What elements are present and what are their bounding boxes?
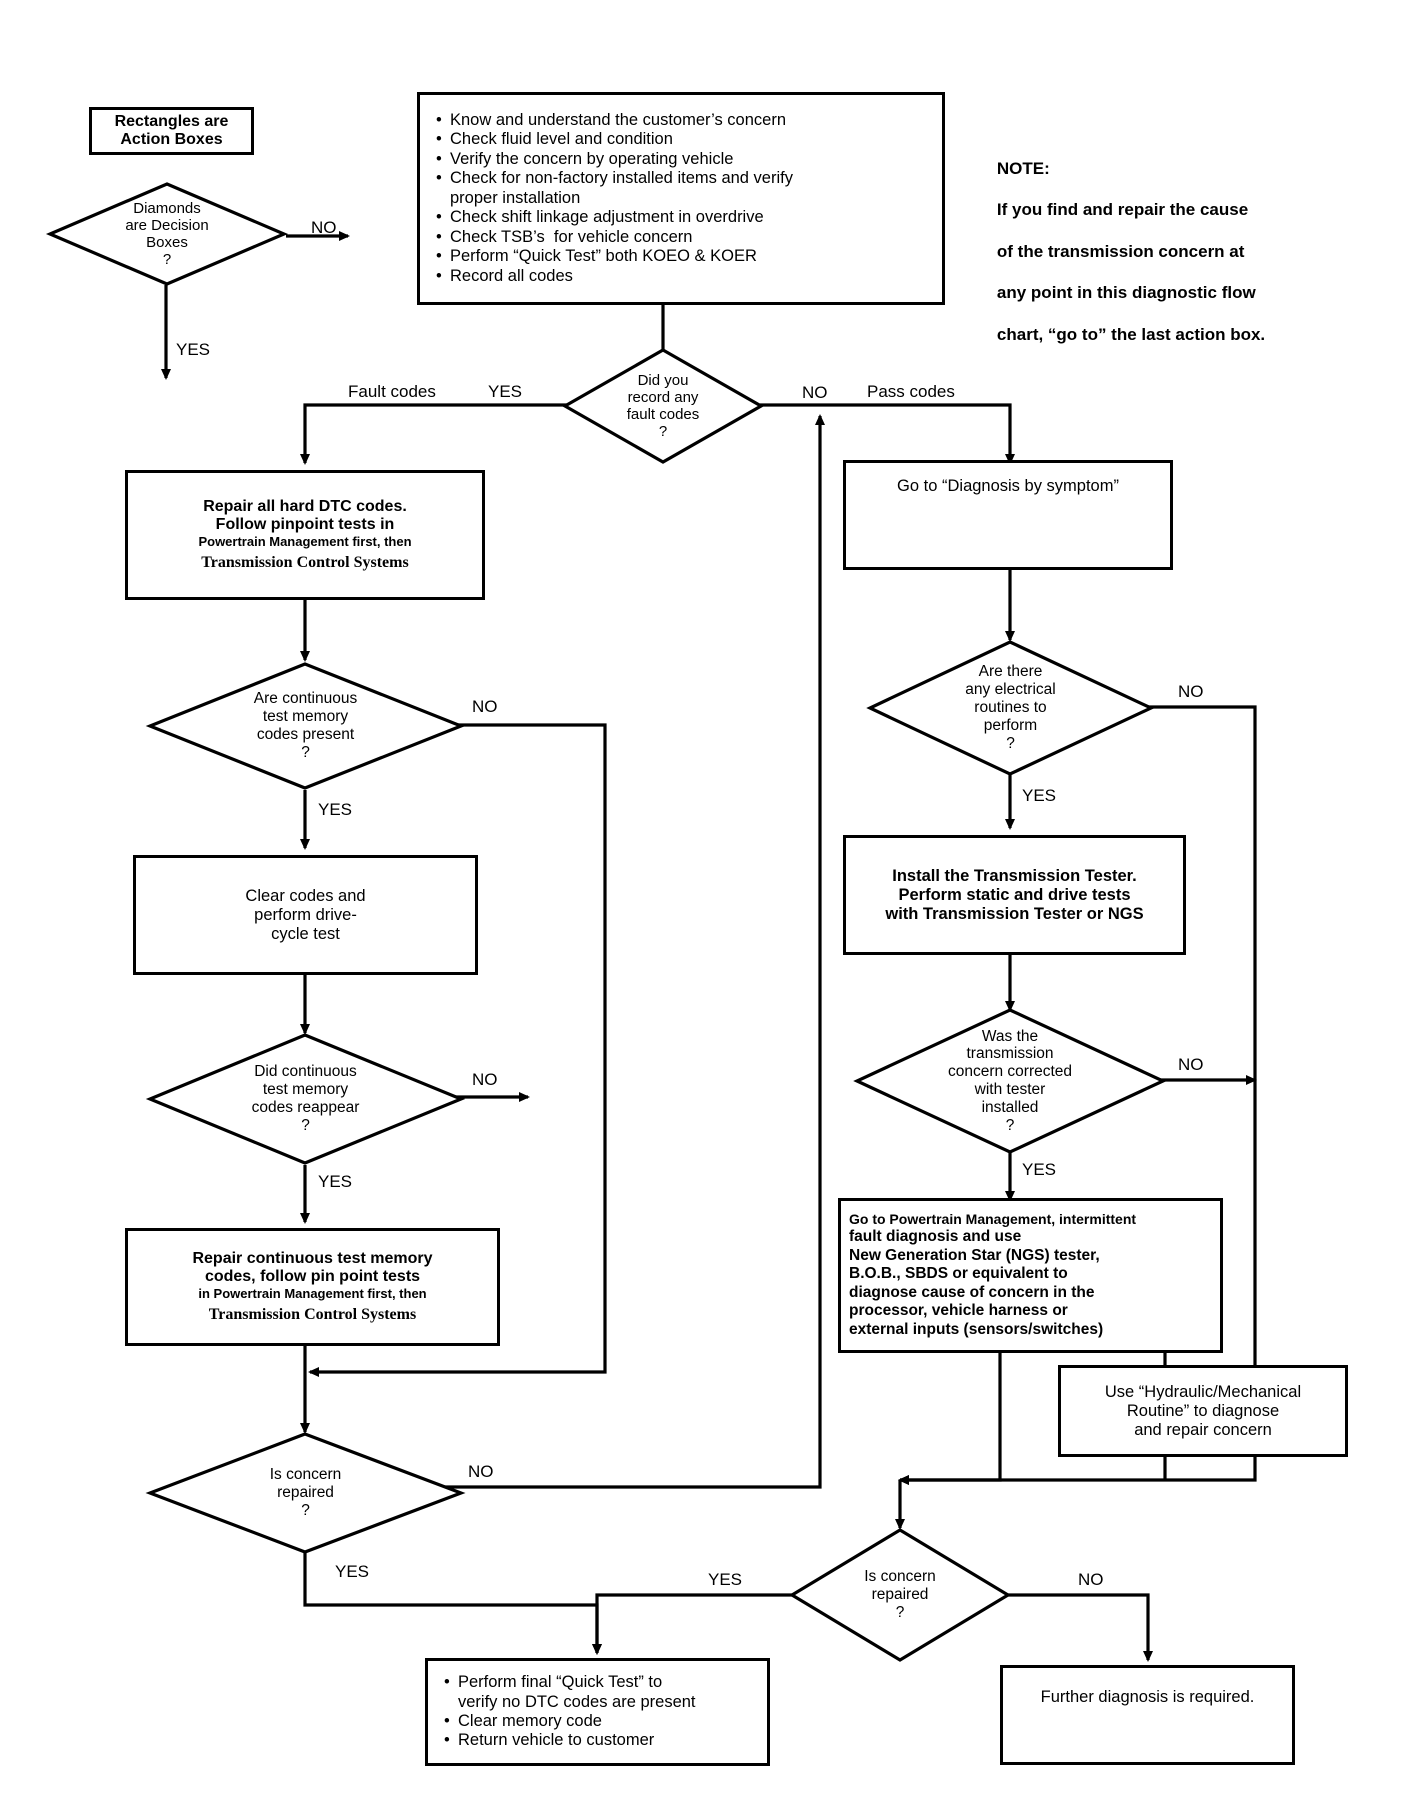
label-reappear-no: NO	[472, 1070, 498, 1089]
prelim-line-6: • Check TSB’s for vehicle concern	[434, 228, 932, 247]
legend-decision-line-1: are Decision	[125, 216, 209, 234]
cont-present-line-3: ?	[301, 743, 310, 761]
label-electrical-no: NO	[1178, 682, 1204, 701]
repair-hard-line-3: Transmission Control Systems	[201, 554, 409, 571]
powertrain-line-5: processor, vehicle harness or	[849, 1302, 1068, 1320]
action-preliminary-checks	[417, 92, 945, 305]
legend-decision-line-0: Diamonds	[133, 199, 201, 217]
hydraulic-line-2: and repair concern	[1134, 1420, 1272, 1439]
note-line-1: of the transmission concern at	[996, 241, 1245, 261]
action-repair-continuous-codes	[125, 1228, 500, 1346]
decision-concern-corrected-with-tester	[855, 1008, 1165, 1154]
left-repaired-line-1: repaired	[277, 1484, 334, 1502]
note-line-2: any point in this diagnostic flow	[996, 283, 1256, 303]
install-tester-line-2: with Transmission Tester or NGS	[885, 904, 1144, 923]
electrical-line-1: any electrical	[965, 681, 1056, 699]
label-no-fault: NO	[802, 383, 828, 402]
reappear-line-1: test memory	[262, 1081, 349, 1099]
cont-present-line-0: Are continuous	[253, 690, 358, 708]
prelim-line-3: • Check for non-factory installed items and verify	[434, 169, 932, 188]
powertrain-line-4: diagnose cause of concern in the	[849, 1283, 1095, 1301]
prelim-line-4: proper installation	[450, 188, 581, 207]
label-bottom-repaired-no: NO	[1078, 1570, 1104, 1589]
electrical-line-2: routines to	[974, 699, 1047, 717]
label-fault-codes: Fault codes	[348, 382, 436, 401]
clear-codes-line-2: cycle test	[271, 924, 340, 943]
legend-decision-box	[48, 182, 286, 286]
label-reappear-yes: YES	[318, 1172, 353, 1191]
legend-decision-line-3: ?	[162, 251, 172, 269]
prelim-line-8: • Record all codes	[434, 267, 932, 286]
action-further-diagnosis	[1000, 1665, 1295, 1765]
repair-hard-line-1: Follow pinpoint tests in	[215, 516, 395, 533]
hydraulic-line-0: Use “Hydraulic/Mechanical	[1104, 1382, 1302, 1401]
final-line-1: verify no DTC codes are present	[458, 1692, 696, 1711]
prelim-line-2: • Verify the concern by operating vehicle	[434, 150, 932, 169]
left-repaired-line-0: Is concern	[269, 1466, 342, 1484]
label-tester-yes: YES	[1022, 1160, 1057, 1179]
install-tester-line-1: Perform static and drive tests	[898, 885, 1131, 904]
decision-is-concern-repaired-left	[148, 1432, 463, 1554]
label-continuous-no: NO	[472, 697, 498, 716]
clear-codes-line-0: Clear codes and	[245, 886, 366, 905]
corrected-line-5: ?	[1005, 1116, 1015, 1134]
label-bottom-repaired-yes: YES	[708, 1570, 743, 1589]
repair-cont-line-3: Transmission Control Systems	[208, 1306, 417, 1323]
repair-cont-line-0: Repair continuous test memory	[192, 1250, 433, 1267]
final-line-0: • Perform final “Quick Test” to	[442, 1673, 757, 1692]
clear-codes-line-1: perform drive-	[254, 905, 357, 924]
powertrain-line-2: New Generation Star (NGS) tester,	[849, 1246, 1100, 1264]
note-line-3: chart, “go to” the last action box.	[996, 324, 1266, 344]
powertrain-line-1: fault diagnosis and use	[849, 1228, 1022, 1246]
left-repaired-line-2: ?	[301, 1501, 310, 1519]
legend-action-line-0: Rectangles are	[114, 113, 229, 130]
prelim-line-7: • Perform “Quick Test” both KOEO & KOER	[434, 247, 932, 266]
final-line-2: • Clear memory code	[442, 1712, 757, 1731]
repair-cont-line-1: codes, follow pin point tests	[204, 1268, 421, 1285]
note-line-0: If you find and repair the cause	[996, 200, 1249, 220]
hydraulic-line-1: Routine” to diagnose	[1126, 1401, 1280, 1420]
fault-decision-line-1: record any	[627, 388, 699, 406]
action-repair-hard-dtc	[125, 470, 485, 600]
label-tester-no: NO	[1178, 1055, 1204, 1074]
label-left-repaired-no: NO	[468, 1462, 494, 1481]
fault-decision-line-3: ?	[658, 423, 668, 441]
label-continuous-yes: YES	[318, 800, 353, 819]
legend-no-label: NO	[311, 218, 337, 237]
corrected-line-3: with tester	[974, 1081, 1046, 1098]
bottom-repaired-line-1: repaired	[871, 1586, 929, 1604]
powertrain-line-0: Go to Powertrain Management, intermittent	[849, 1211, 1137, 1228]
cont-present-line-1: test memory	[262, 708, 349, 726]
repair-cont-line-2: in Powertrain Management first, then	[198, 1286, 427, 1301]
bottom-repaired-line-0: Is concern	[864, 1568, 936, 1586]
legend-action-line-1: Action Boxes	[120, 131, 223, 148]
cont-present-line-2: codes present	[256, 726, 355, 743]
legend-yes-label: YES	[176, 340, 211, 359]
corrected-line-0: Was the	[981, 1027, 1039, 1045]
electrical-line-0: Are there	[978, 663, 1043, 681]
repair-hard-line-0: Repair all hard DTC codes.	[203, 498, 407, 515]
prelim-line-5: • Check shift linkage adjustment in overdrive	[434, 208, 932, 227]
fault-decision-line-2: fault codes	[626, 406, 700, 423]
action-install-tester	[843, 835, 1186, 955]
diag-symptom-line-0: Go to “Diagnosis by symptom”	[897, 477, 1119, 495]
decision-did-record-fault-codes	[563, 348, 763, 464]
bottom-repaired-line-2: ?	[895, 1603, 905, 1621]
action-hydraulic-mechanical-routine	[1058, 1365, 1348, 1457]
note-block	[978, 138, 1265, 366]
reappear-line-2: codes reappear	[251, 1099, 360, 1116]
prelim-line-1: • Check fluid level and condition	[434, 130, 932, 149]
label-left-repaired-yes: YES	[335, 1562, 370, 1581]
final-line-3: • Return vehicle to customer	[442, 1731, 757, 1750]
corrected-line-2: concern corrected	[947, 1063, 1073, 1081]
decision-continuous-codes-present	[148, 662, 463, 790]
corrected-line-1: transmission	[966, 1045, 1054, 1063]
label-pass-codes: Pass codes	[867, 382, 955, 401]
action-diagnosis-by-symptom	[843, 460, 1173, 570]
further-line-0: Further diagnosis is required.	[1040, 1688, 1255, 1706]
decision-electrical-routines	[868, 640, 1153, 776]
corrected-line-4: installed	[981, 1098, 1039, 1116]
decision-is-concern-repaired-bottom	[790, 1528, 1010, 1662]
label-electrical-yes: YES	[1022, 786, 1057, 805]
action-go-to-powertrain	[838, 1198, 1223, 1353]
repair-hard-line-2: Powertrain Management first, then	[198, 534, 412, 549]
powertrain-line-6: external inputs (sensors/switches)	[849, 1321, 1104, 1339]
reappear-line-0: Did continuous	[254, 1063, 357, 1081]
decision-codes-reappear	[148, 1033, 463, 1165]
fault-decision-line-0: Did you	[637, 371, 689, 389]
note-title: NOTE:	[996, 158, 1050, 178]
install-tester-line-0: Install the Transmission Tester.	[892, 866, 1137, 885]
powertrain-line-3: B.O.B., SBDS or equivalent to	[849, 1265, 1068, 1283]
reappear-line-3: ?	[301, 1116, 310, 1134]
legend-decision-line-2: Boxes	[146, 234, 188, 251]
action-final-quick-test	[425, 1658, 770, 1766]
label-yes-fault: YES	[488, 382, 523, 401]
electrical-line-3: perform	[983, 716, 1038, 734]
electrical-line-4: ?	[1006, 734, 1015, 752]
action-clear-codes	[133, 855, 478, 975]
legend-action-box	[89, 107, 254, 155]
prelim-line-0: • Know and understand the customer’s concern	[434, 111, 932, 130]
